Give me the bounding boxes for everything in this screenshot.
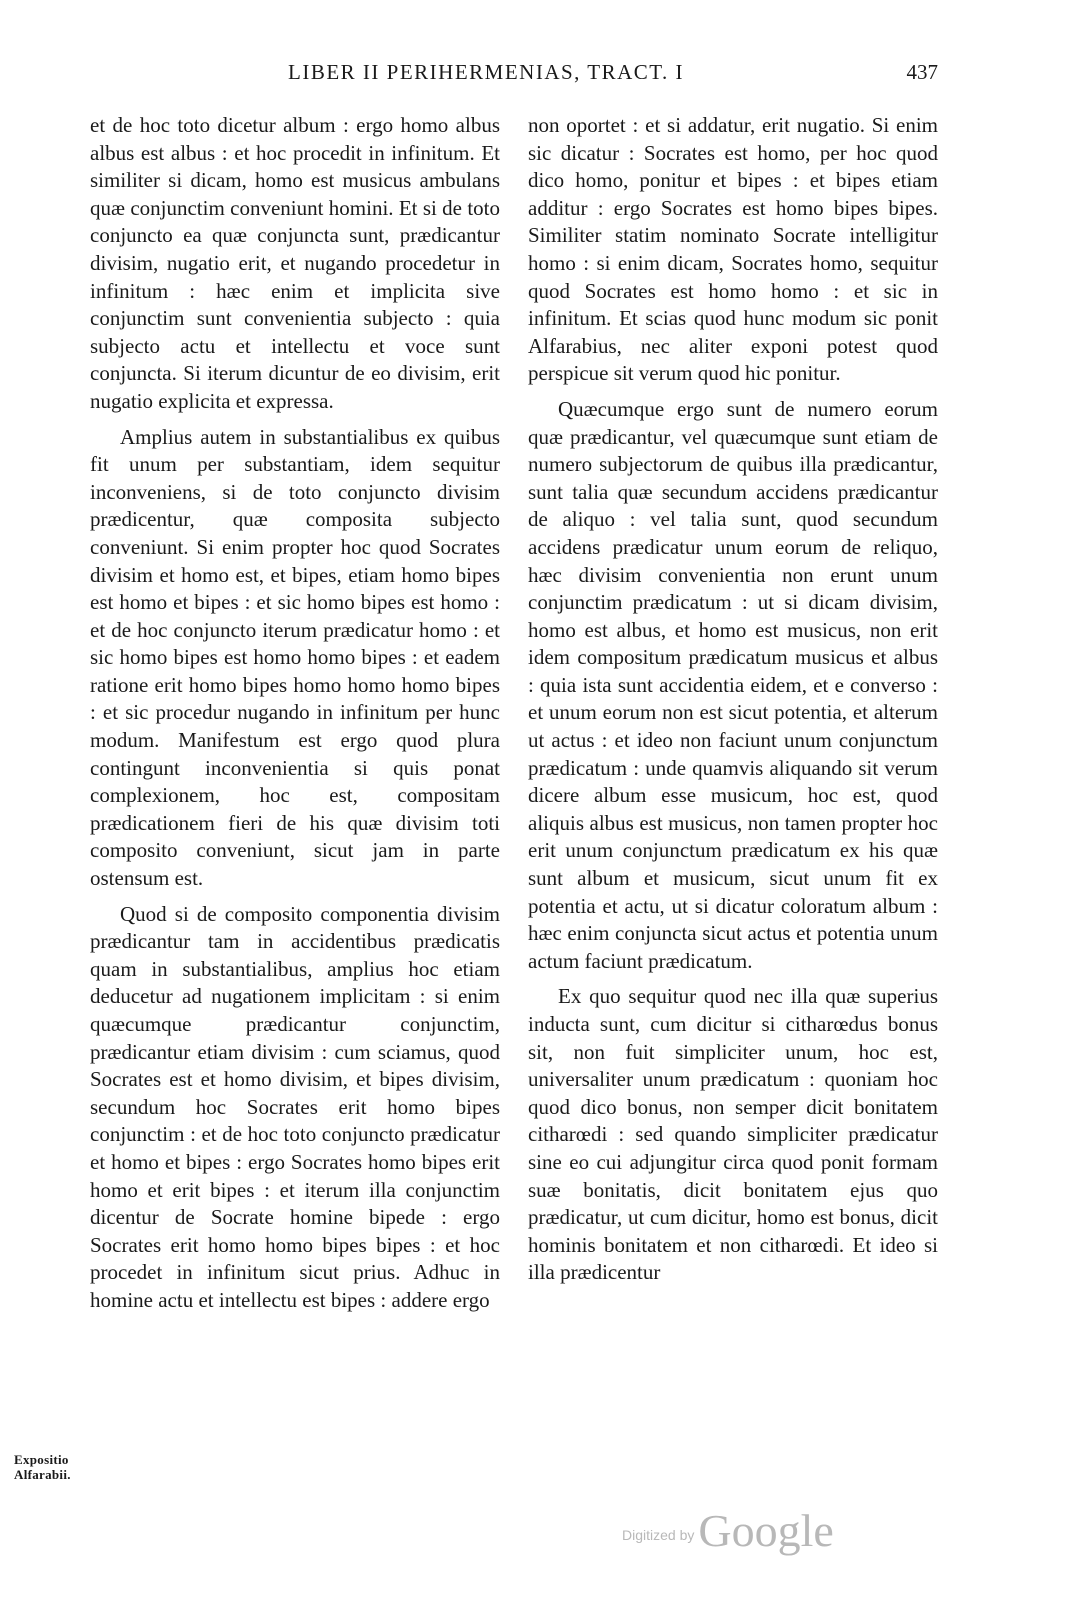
margin-note — [14, 1452, 71, 1482]
google-logo: Google — [698, 1505, 834, 1556]
page-header — [108, 60, 938, 90]
digitized-watermark — [622, 1504, 834, 1557]
margin-note-line-2: Alfarabii. — [14, 1467, 71, 1482]
right-paragraph-1: non oportet : et si addatur, erit nugatio. Si enim sic dicatur : Socrates est homo, per hoc quod dico homo, ponitur et bipes : et bipes etiam additur : ergo Socrates est homo bipes bipes. Similiter statim nominato Socrate intelligitur homo : si enim dicam, Socrates homo, sequitur quod Socrates est homo homo : et sic in infinitum. Et scias quod hunc modum sic ponit Alfarabius, nec aliter exponi potest quod perspicue sit verum quod hic ponitur. — [528, 113, 938, 386]
left-paragraph-3: Quod si de composito componentia divisim prædicantur tam in accidentibus prædicatis quam in substantialibus, amplius hoc etiam deducetur ad nugationem implicitam : si enim quæcumque prædicantur conjunctim, prædicantur etiam divisim : cum sciamus, quod Socrates est et homo divisim, et bipes divisim, secundum hoc Socrates erit homo bipes conjunctim : et de hoc toto conjuncto prædicatur et homo et bipes : ergo Socrates homo bipes erit homo et erit bipes : et iterum illa conjunctim dicentur de Socrate homine bipede : ergo Socrates erit homo homo bipes bipes : et hoc procedet in infinitum sicut prius. Adhuc in homine actu et intellectu est bipes : addere ergo — [90, 901, 500, 1312]
right-paragraph-2: Quæcumque ergo sunt de numero eorum quæ prædicantur, vel quæcumque sunt etiam de numero subjectorum de quibus illa prædicantur, sunt talia quæ secundum accidens prædicantur de aliquo : vel talia sunt, quod secundum accidens prædicatur unum eorum de reliquo, hæc divisim convenientia non erunt unum conjunctim prædicatum : ut si dicam divisim, homo est albus, et homo est musicus, non erit idem compositum prædicatum musicus et albus : quia ista sunt accidentia eidem, et e converso : et unum eorum non est sicut potentia, et alterum ut actus : et ideo non faciunt unum conjunctum prædicatum : unde quamvis aliquando sit verum dicere album esse musicum, hoc est, quod aliquis albus est musicus, non tamen propter hoc erit unum conjunctum prædicatum ex his quæ sunt album et musicum, sicut unum fit ex potentia et actu, ut si dicatur coloratum album : hæc enim conjuncta sicut actus et potentia unum actum faciunt prædicatum. — [528, 396, 938, 973]
margin-note-line-1: Expositio — [14, 1452, 69, 1467]
page-number: 437 — [906, 60, 938, 84]
digitized-by-label: Digitized by — [622, 1527, 695, 1543]
right-paragraph-3: Ex quo sequitur quod nec illa quæ superius inducta sunt, cum dicitur si citharœdus bonus sit, non fuit simpliciter unum, hoc est, universaliter unum prædicatum : quoniam hoc quod dico bonus, non semper dicit bonitatem citharœdi : sed quando simpliciter prædicatur sine eo cui adjungitur circa quod ponit formam suæ bonitatis, dicit bonitatem ejus quo prædicatur, ut cum dicitur, homo est bonus, dicit hominis bonitatem et non citharœdi. Et ideo si illa prædicentur — [528, 984, 938, 1285]
left-paragraph-1: et de hoc toto dicetur album : ergo homo albus albus est albus : et hoc procedit in infinitum. Et similiter si dicam, homo est musicus ambulans quæ conjunctim conveniunt homini. Et si de toto conjuncto ea quæ conjuncta sunt, prædicantur divisim, nugatio erit, et nugando procedetur in infinitum : hæc enim et implicita sive conjunctim sunt convenientia subjecto : quia subjecto actu et intellectu et voce sunt conjuncta. Si iterum dicuntur de eo divisim, erit nugatio explicita et expressa. — [90, 113, 500, 413]
right-column — [528, 112, 938, 1295]
running-title: LIBER II PERIHERMENIAS, TRACT. I — [288, 60, 685, 84]
left-column — [90, 112, 500, 1323]
left-paragraph-2: Amplius autem in substantialibus ex quibus fit unum per substantiam, idem sequitur inconveniens, si de toto conjuncto divisim prædicentur, quæ composita subjecto conveniunt. Si enim propter hoc quod Socrates divisim et homo est, et bipes, etiam homo bipes est homo et bipes : et sic homo bipes est homo : et de hoc conjuncto iterum prædicatur homo : et sic homo bipes est homo homo bipes : et eadem ratione erit homo bipes homo homo homo bipes : et sic procedur nugando in infinitum per hunc modum. Manifestum est ergo quod plura contingunt inconvenientia si quis ponat complexionem, hoc est, compositam prædicationem fieri de his quæ divisim toti composito conveniunt, sicut jam in parte ostensum est. — [90, 424, 500, 891]
